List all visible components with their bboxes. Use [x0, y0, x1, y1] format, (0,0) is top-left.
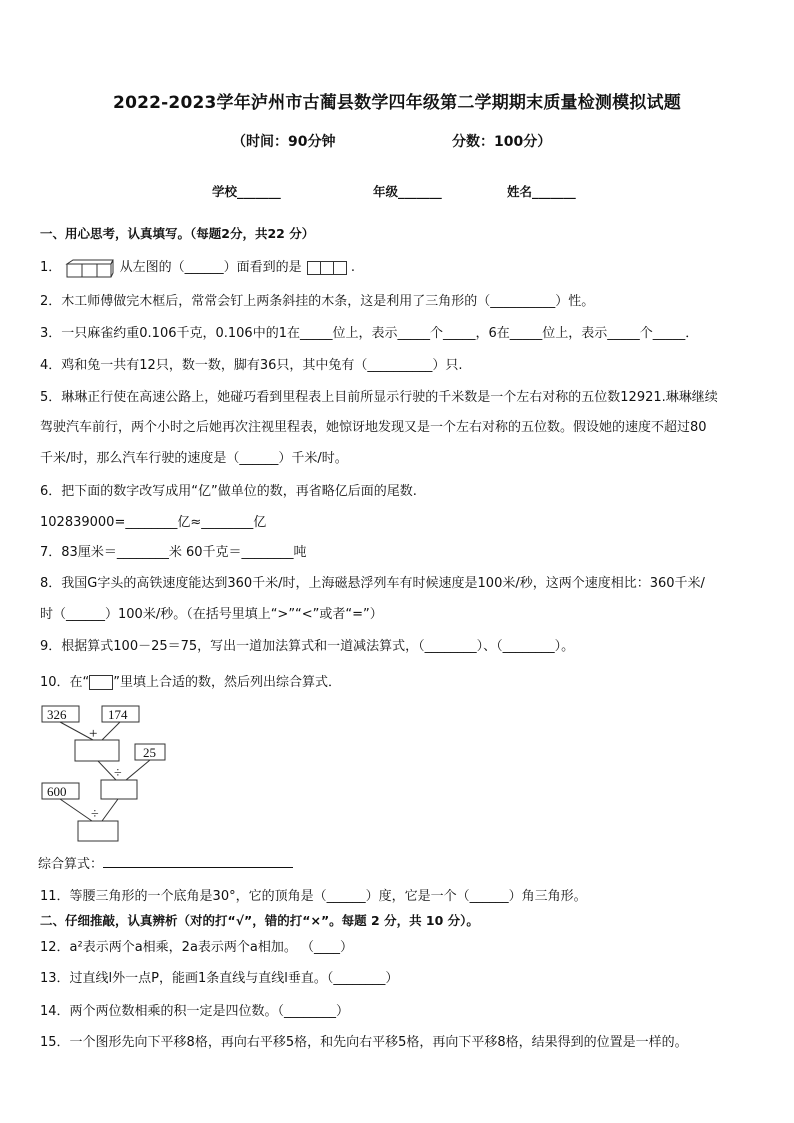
question-5-line-3: 千米/时，那么汽车行驶的速度是（______）千米/时。: [40, 451, 348, 466]
question-12: 12．a²表示两个a相乘，2a表示两个a相加。 （____）: [40, 940, 354, 955]
question-1-number: 1．: [40, 260, 62, 275]
question-10-text-b: ”里填上合适的数，然后列出综合算式．: [113, 675, 342, 690]
question-1: [40, 256, 355, 278]
question-4: 4．鸡和兔一共有12只，数一数，脚有36只，其中兔有（__________）只.: [40, 358, 463, 373]
box-result-empty: [78, 821, 118, 841]
divide-operator-2: ÷: [91, 807, 99, 822]
grade-field: 年级_______: [373, 184, 442, 199]
question-10-answer: [38, 853, 293, 872]
diagram-number-25: 25: [143, 745, 156, 760]
question-2: 2．木工师傅做完木框后，常常会钉上两条斜挂的木条，这是利用了三角形的（__________）性。: [40, 294, 595, 309]
combined-formula-blank: [103, 854, 293, 868]
box-quotient-empty: [101, 780, 137, 799]
question-9: 9．根据算式100－25＝75，写出一道加法算式和一道减法算式，（________）、（________）。: [40, 639, 575, 654]
question-5-line-2: 驾驶汽车前行，两个小时之后她再次注视里程表，她惊讶地发现又是一个左右对称的五位数。假设她的速度不超过80: [40, 420, 707, 435]
three-squares-icon: [308, 260, 347, 275]
exam-time: （时间：90分钟: [232, 134, 336, 150]
school-field: 学校_______: [212, 184, 281, 199]
question-15: 15．一个图形先向下平移8格，再向右平移5格，和先向右平移5格，再向下平移8格，结果得到的位置是一样的。: [40, 1035, 688, 1050]
divide-operator-1: ÷: [114, 766, 122, 781]
question-7: 7．83厘米＝________米 60千克＝________吨: [40, 545, 307, 560]
combined-formula-label: 综合算式：: [38, 857, 104, 872]
section-2-heading: 二、仔细推敲，认真辨析（对的打“√”，错的打“×”。每题 2 分，共 10 分）。: [40, 913, 479, 928]
question-3: 3．一只麻雀约重0.106千克，0.106中的1在_____位上，表示_____个_____，6在_____位上，表示_____个_____．: [40, 326, 699, 341]
question-10-text-a: 10．在“: [40, 675, 90, 690]
section-1-heading: 一、用心思考，认真填写。（每题2分，共22 分）: [40, 226, 315, 241]
question-1-end: .: [350, 260, 355, 275]
question-6-line-1: 6．把下面的数字改写成用“亿”做单位的数，再省略亿后面的尾数.: [40, 484, 417, 499]
question-8-line-1: 8．我国G字头的高铁速度能达到360千米/时，上海磁悬浮列车有时候速度是100米/秒，这两个速度相比：360千米/: [40, 576, 705, 591]
calculation-diagram: [38, 700, 188, 845]
cube-figure-icon: [65, 258, 115, 278]
diagram-number-174: 174: [108, 707, 128, 722]
question-8-line-2: 时（______）100米/秒。（在括号里填上“>”“<”或者“=”）: [40, 607, 383, 622]
diagram-number-326: 326: [47, 707, 67, 722]
exam-score: 分数：100分）: [452, 134, 552, 150]
question-10: [40, 671, 341, 690]
page-title: 2022-2023学年泸州市古蔺县数学四年级第二学期期末质量检测模拟试题: [113, 93, 681, 113]
question-13: 13．过直线l外一点P，能画1条直线与直线l垂直。（________）: [40, 971, 399, 986]
question-11: 11．等腰三角形的一个底角是30°，它的顶角是（______）度，它是一个（______）角三角形。: [40, 889, 587, 904]
diagram-number-600: 600: [47, 784, 67, 799]
question-5-line-1: 5．琳琳正行使在高速公路上，她碰巧看到里程表上目前所显示行驶的千米数是一个左右对称的五位数12921.琳琳继续: [40, 390, 718, 405]
question-1-text: 从左图的（______）面看到的是: [119, 260, 302, 275]
plus-operator: +: [89, 726, 98, 742]
question-6-line-2: 102839000=________亿≈________亿: [40, 515, 267, 530]
name-field: 姓名_______: [507, 184, 576, 199]
question-14: 14．两个两位数相乘的积一定是四位数。（________）: [40, 1004, 350, 1019]
blank-box-icon: [89, 675, 113, 690]
box-sum-empty: [75, 740, 119, 761]
